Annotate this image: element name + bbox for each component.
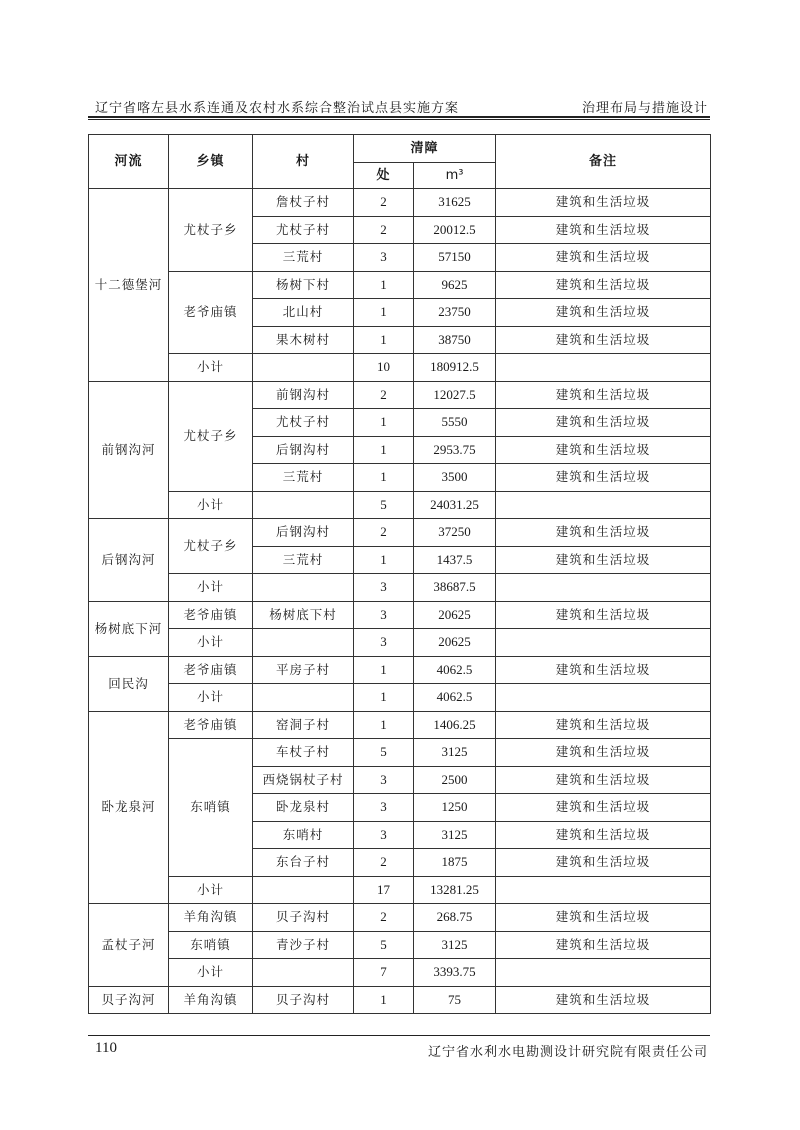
count-cell: 3 bbox=[354, 821, 414, 849]
note-cell: 建筑和生活垃圾 bbox=[496, 519, 711, 547]
volume-cell: 1875 bbox=[414, 849, 496, 877]
subtotal-note-empty bbox=[496, 491, 711, 519]
note-cell: 建筑和生活垃圾 bbox=[496, 711, 711, 739]
table-row bbox=[89, 519, 711, 547]
table-body bbox=[89, 189, 711, 1014]
volume-cell: 37250 bbox=[414, 519, 496, 547]
volume-cell: 1437.5 bbox=[414, 546, 496, 574]
count-cell: 3 bbox=[354, 601, 414, 629]
subtotal-count: 10 bbox=[354, 354, 414, 382]
volume-cell: 57150 bbox=[414, 244, 496, 272]
subtotal-volume: 38687.5 bbox=[414, 574, 496, 602]
table-row bbox=[89, 711, 711, 739]
subtotal-empty bbox=[253, 574, 354, 602]
volume-cell: 1406.25 bbox=[414, 711, 496, 739]
subtotal-row bbox=[89, 876, 711, 904]
volume-cell: 38750 bbox=[414, 326, 496, 354]
volume-cell: 3125 bbox=[414, 931, 496, 959]
volume-cell: 5550 bbox=[414, 409, 496, 437]
subtotal-note-empty bbox=[496, 354, 711, 382]
volume-cell: 3125 bbox=[414, 821, 496, 849]
count-cell: 2 bbox=[354, 904, 414, 932]
count-cell: 2 bbox=[354, 216, 414, 244]
count-cell: 2 bbox=[354, 849, 414, 877]
village-cell: 前钢沟村 bbox=[253, 381, 354, 409]
subtotal-count: 7 bbox=[354, 959, 414, 987]
count-cell: 5 bbox=[354, 739, 414, 767]
volume-cell: 2500 bbox=[414, 766, 496, 794]
town-cell: 尤杖子乡 bbox=[169, 381, 253, 491]
subtotal-note-empty bbox=[496, 959, 711, 987]
village-cell: 青沙子村 bbox=[253, 931, 354, 959]
count-cell: 3 bbox=[354, 794, 414, 822]
subtotal-empty bbox=[253, 684, 354, 712]
river-cell: 贝子沟河 bbox=[89, 986, 169, 1014]
subtotal-label: 小计 bbox=[169, 876, 253, 904]
village-cell: 尤杖子村 bbox=[253, 409, 354, 437]
table-row bbox=[89, 739, 711, 767]
town-cell: 尤杖子乡 bbox=[169, 519, 253, 574]
subtotal-volume: 20625 bbox=[414, 629, 496, 657]
village-cell: 贝子沟村 bbox=[253, 904, 354, 932]
subtotal-row bbox=[89, 684, 711, 712]
note-cell: 建筑和生活垃圾 bbox=[496, 849, 711, 877]
count-cell: 3 bbox=[354, 244, 414, 272]
count-cell: 1 bbox=[354, 656, 414, 684]
village-cell: 詹杖子村 bbox=[253, 189, 354, 217]
river-cell: 前钢沟河 bbox=[89, 381, 169, 519]
river-cell: 十二德堡河 bbox=[89, 189, 169, 382]
note-cell: 建筑和生活垃圾 bbox=[496, 794, 711, 822]
note-cell: 建筑和生活垃圾 bbox=[496, 739, 711, 767]
header-river: 河流 bbox=[89, 135, 169, 189]
village-cell: 杨树下村 bbox=[253, 271, 354, 299]
table-row bbox=[89, 601, 711, 629]
village-cell: 三荒村 bbox=[253, 244, 354, 272]
river-cell: 回民沟 bbox=[89, 656, 169, 711]
village-cell: 北山村 bbox=[253, 299, 354, 327]
header-town: 乡镇 bbox=[169, 135, 253, 189]
village-cell: 东台子村 bbox=[253, 849, 354, 877]
header-count: 处 bbox=[354, 163, 414, 189]
volume-cell: 20625 bbox=[414, 601, 496, 629]
volume-cell: 31625 bbox=[414, 189, 496, 217]
volume-cell: 9625 bbox=[414, 271, 496, 299]
table-header bbox=[89, 135, 711, 189]
subtotal-empty bbox=[253, 354, 354, 382]
subtotal-count: 3 bbox=[354, 629, 414, 657]
note-cell: 建筑和生活垃圾 bbox=[496, 986, 711, 1014]
town-cell: 老爷庙镇 bbox=[169, 271, 253, 354]
subtotal-count: 1 bbox=[354, 684, 414, 712]
subtotal-note-empty bbox=[496, 574, 711, 602]
table-row bbox=[89, 656, 711, 684]
count-cell: 1 bbox=[354, 986, 414, 1014]
volume-cell: 4062.5 bbox=[414, 656, 496, 684]
town-cell: 老爷庙镇 bbox=[169, 711, 253, 739]
count-cell: 1 bbox=[354, 409, 414, 437]
clearance-table bbox=[88, 134, 711, 1014]
river-cell: 后钢沟河 bbox=[89, 519, 169, 602]
subtotal-count: 5 bbox=[354, 491, 414, 519]
village-cell: 车杖子村 bbox=[253, 739, 354, 767]
note-cell: 建筑和生活垃圾 bbox=[496, 299, 711, 327]
count-cell: 1 bbox=[354, 546, 414, 574]
count-cell: 1 bbox=[354, 711, 414, 739]
note-cell: 建筑和生活垃圾 bbox=[496, 436, 711, 464]
river-cell: 杨树底下河 bbox=[89, 601, 169, 656]
subtotal-note-empty bbox=[496, 876, 711, 904]
footer-rule bbox=[88, 1035, 710, 1036]
count-cell: 3 bbox=[354, 766, 414, 794]
subtotal-label: 小计 bbox=[169, 684, 253, 712]
note-cell: 建筑和生活垃圾 bbox=[496, 656, 711, 684]
page-number: 110 bbox=[95, 1040, 117, 1056]
subtotal-row bbox=[89, 574, 711, 602]
village-cell: 东哨村 bbox=[253, 821, 354, 849]
note-cell: 建筑和生活垃圾 bbox=[496, 409, 711, 437]
note-cell: 建筑和生活垃圾 bbox=[496, 601, 711, 629]
table-row bbox=[89, 189, 711, 217]
subtotal-volume: 180912.5 bbox=[414, 354, 496, 382]
count-cell: 1 bbox=[354, 326, 414, 354]
note-cell: 建筑和生活垃圾 bbox=[496, 931, 711, 959]
subtotal-label: 小计 bbox=[169, 354, 253, 382]
subtotal-count: 3 bbox=[354, 574, 414, 602]
count-cell: 1 bbox=[354, 464, 414, 492]
note-cell: 建筑和生活垃圾 bbox=[496, 904, 711, 932]
volume-cell: 23750 bbox=[414, 299, 496, 327]
count-cell: 2 bbox=[354, 381, 414, 409]
village-cell: 三荒村 bbox=[253, 546, 354, 574]
count-cell: 1 bbox=[354, 299, 414, 327]
header-rule bbox=[88, 116, 710, 118]
note-cell: 建筑和生活垃圾 bbox=[496, 766, 711, 794]
village-cell: 果木树村 bbox=[253, 326, 354, 354]
document-title: 辽宁省喀左县水系连通及农村水系综合整治试点县实施方案 bbox=[95, 101, 460, 116]
volume-cell: 268.75 bbox=[414, 904, 496, 932]
town-cell: 老爷庙镇 bbox=[169, 656, 253, 684]
subtotal-label: 小计 bbox=[169, 629, 253, 657]
subtotal-note-empty bbox=[496, 684, 711, 712]
subtotal-label: 小计 bbox=[169, 959, 253, 987]
town-cell: 尤杖子乡 bbox=[169, 189, 253, 272]
village-cell: 后钢沟村 bbox=[253, 519, 354, 547]
village-cell: 后钢沟村 bbox=[253, 436, 354, 464]
note-cell: 建筑和生活垃圾 bbox=[496, 244, 711, 272]
note-cell: 建筑和生活垃圾 bbox=[496, 189, 711, 217]
volume-cell: 3500 bbox=[414, 464, 496, 492]
volume-cell: 75 bbox=[414, 986, 496, 1014]
header-note: 备注 bbox=[496, 135, 711, 189]
village-cell: 杨树底下村 bbox=[253, 601, 354, 629]
volume-cell: 12027.5 bbox=[414, 381, 496, 409]
village-cell: 窑洞子村 bbox=[253, 711, 354, 739]
note-cell: 建筑和生活垃圾 bbox=[496, 271, 711, 299]
count-cell: 1 bbox=[354, 436, 414, 464]
volume-cell: 1250 bbox=[414, 794, 496, 822]
table-row bbox=[89, 931, 711, 959]
subtotal-label: 小计 bbox=[169, 574, 253, 602]
note-cell: 建筑和生活垃圾 bbox=[496, 464, 711, 492]
town-cell: 东哨镇 bbox=[169, 931, 253, 959]
village-cell: 贝子沟村 bbox=[253, 986, 354, 1014]
volume-cell: 3125 bbox=[414, 739, 496, 767]
count-cell: 5 bbox=[354, 931, 414, 959]
subtotal-empty bbox=[253, 959, 354, 987]
village-cell: 西烧锅杖子村 bbox=[253, 766, 354, 794]
village-cell: 三荒村 bbox=[253, 464, 354, 492]
table-row bbox=[89, 904, 711, 932]
volume-cell: 20012.5 bbox=[414, 216, 496, 244]
section-title: 治理布局与措施设计 bbox=[581, 101, 708, 116]
table-row bbox=[89, 271, 711, 299]
subtotal-volume: 3393.75 bbox=[414, 959, 496, 987]
note-cell: 建筑和生活垃圾 bbox=[496, 821, 711, 849]
town-cell: 东哨镇 bbox=[169, 739, 253, 877]
town-cell: 老爷庙镇 bbox=[169, 601, 253, 629]
count-cell: 1 bbox=[354, 271, 414, 299]
subtotal-volume: 13281.25 bbox=[414, 876, 496, 904]
subtotal-label: 小计 bbox=[169, 491, 253, 519]
footer-organization: 辽宁省水利水电勘测设计研究院有限责任公司 bbox=[427, 1045, 708, 1060]
subtotal-row bbox=[89, 629, 711, 657]
river-cell: 卧龙泉河 bbox=[89, 711, 169, 904]
subtotal-note-empty bbox=[496, 629, 711, 657]
header-clear: 清障 bbox=[354, 135, 496, 163]
subtotal-empty bbox=[253, 876, 354, 904]
village-cell: 平房子村 bbox=[253, 656, 354, 684]
note-cell: 建筑和生活垃圾 bbox=[496, 546, 711, 574]
table-row bbox=[89, 381, 711, 409]
note-cell: 建筑和生活垃圾 bbox=[496, 381, 711, 409]
village-cell: 卧龙泉村 bbox=[253, 794, 354, 822]
subtotal-empty bbox=[253, 491, 354, 519]
town-cell: 羊角沟镇 bbox=[169, 986, 253, 1014]
count-cell: 2 bbox=[354, 189, 414, 217]
count-cell: 2 bbox=[354, 519, 414, 547]
subtotal-row bbox=[89, 491, 711, 519]
header-volume: m³ bbox=[414, 163, 496, 189]
subtotal-row bbox=[89, 354, 711, 382]
subtotal-count: 17 bbox=[354, 876, 414, 904]
village-cell: 尤杖子村 bbox=[253, 216, 354, 244]
header-village: 村 bbox=[253, 135, 354, 189]
note-cell: 建筑和生活垃圾 bbox=[496, 216, 711, 244]
subtotal-volume: 24031.25 bbox=[414, 491, 496, 519]
header-rule-thin bbox=[88, 119, 710, 120]
river-cell: 孟杖子河 bbox=[89, 904, 169, 987]
note-cell: 建筑和生活垃圾 bbox=[496, 326, 711, 354]
subtotal-row bbox=[89, 959, 711, 987]
subtotal-empty bbox=[253, 629, 354, 657]
table-row bbox=[89, 986, 711, 1014]
town-cell: 羊角沟镇 bbox=[169, 904, 253, 932]
volume-cell: 2953.75 bbox=[414, 436, 496, 464]
subtotal-volume: 4062.5 bbox=[414, 684, 496, 712]
